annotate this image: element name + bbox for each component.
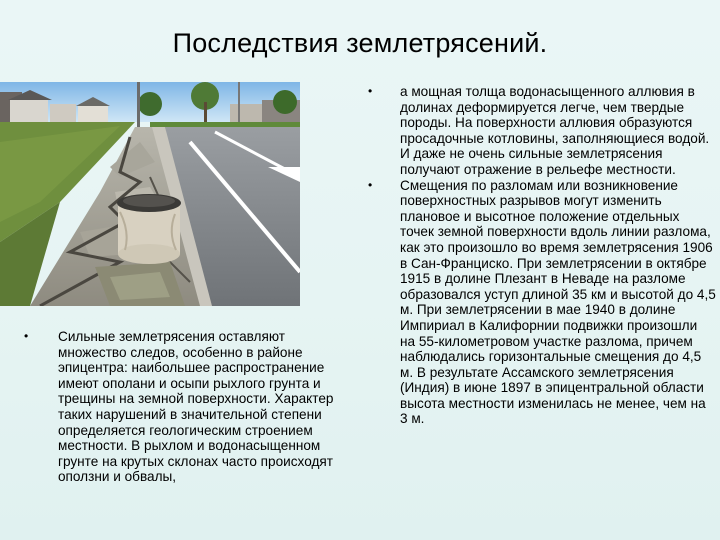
earthquake-road-photo (0, 82, 300, 306)
bullet-icon: • (368, 177, 373, 192)
bullet-text: а мощная толща водонасыщенного аллювия в долинах деформируется легче, чем твердые породы. На поверхности аллювия образуются просадочные котловины, заполняющиеся водой. И даже не очень сильные землетрясения получают отражение в рельефе местности. (400, 84, 710, 177)
list-item (20, 329, 355, 485)
bullet-icon: • (368, 84, 373, 98)
bullet-icon: • (24, 329, 29, 343)
list-item (364, 178, 716, 428)
slide-title: Последствия землетрясений. (172, 28, 548, 58)
right-bullet-list (364, 84, 716, 427)
bullet-text: Сильные землетрясения оставляют множество следов, особенно в районе эпицентра: наибольшее распространение имеют ополани и осыпи рыхлого грунта и трещины на земной поверхности. Характер таких нарушений в значительной степени определяется геологическим строением местности. В рыхлом и водонасыщенном грунте на крутых склонах часто происходят оползни и обвалы, (58, 329, 334, 485)
left-bullet-list (20, 329, 355, 485)
bullet-text: Смещения по разломам или возникновение поверхностных разрывов могут изменить плановое и высотное положение отдельных точек земной поверхности вдоль линии разлома, как это произошло во время землетрясения 1906 в Сан-Франциско. При землетрясении в октябре 1915 в долине Плезант в Неваде на разломе образовался уступ длиной 35 км и высотой до 4,5 м. При землетрясении в мае 1940 в долине Импириал в Калифорнии подвижки произошли на 55-километровом участке разлома, причем наблюдались горизонтальные смещения до 4,5 м. В результате Ассамского землетрясения (Индия) в июне 1897 в эпицентральной области высота местности изменилась не менее, чем на 3 м. (400, 177, 716, 427)
list-item (364, 84, 716, 178)
